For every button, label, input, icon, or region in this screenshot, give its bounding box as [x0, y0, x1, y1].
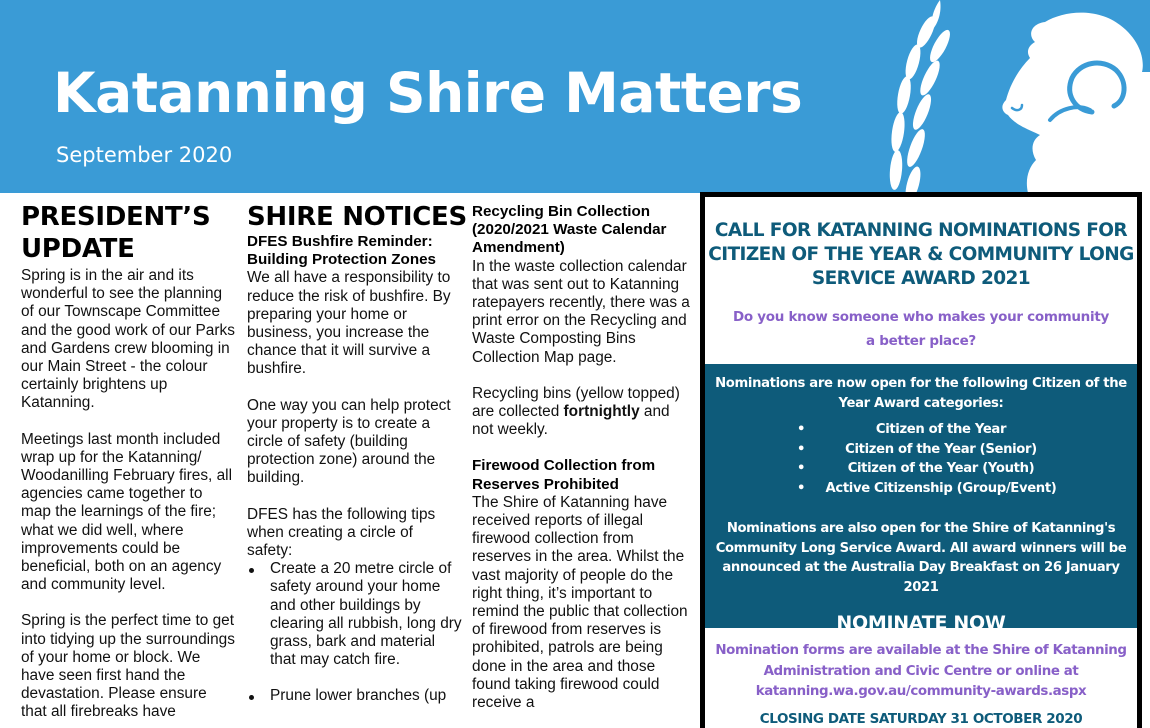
- paragraph: Meetings last month included wrap up for the Katanning/ Woodanilling February fires, all agencies came together to map the learnings of the fire; what we did well, where improvements could be beneficial, both on an agency and community level.: [21, 430, 233, 594]
- shire-notices-title: SHIRE NOTICES: [247, 202, 467, 232]
- paragraph: We all have a responsibility to reduce the risk of bushfire. By preparing your home or business, you increase the chance that it will survive a bushfire.: [247, 269, 451, 378]
- recycling-frequency-paragraph: [472, 385, 694, 440]
- nomination-forms-info: Nomination forms are available at the Shire of Katanning Administration and Civic Centre or online at katanning.wa.gov.au/community-awards.aspx: [715, 643, 1127, 699]
- ram-head-icon: [1002, 13, 1150, 193]
- closing-date: CLOSING DATE SATURDAY 31 OCTOBER 2020: [759, 710, 1083, 727]
- paragraph-gap: [472, 439, 694, 457]
- paragraph: DFES has the following tips when creating a circle of safety:: [247, 505, 436, 560]
- paragraph-gap: [247, 379, 462, 397]
- title-line-2: UPDATE: [21, 234, 135, 264]
- award-intro: Nominations are now open for the following Citizen of the Year Award categories:: [715, 376, 1127, 411]
- award-category-label: Active Citizenship (Group/Event): [825, 480, 1057, 496]
- award-category-label: Citizen of the Year: [875, 422, 1007, 437]
- paragraph: The Shire of Katanning have received reports of illegal firewood collection from reserves in the area. Whilst the vast majority of people do the right thing, it’s important to remind the public that collection of firewood from reserves is prohibited, patrols are being done in the area and those found taking firewood could receive a: [472, 493, 688, 712]
- recycling-firewood-section: [472, 203, 694, 712]
- presidents-update-title: [21, 201, 236, 265]
- paragraph-gap: [21, 594, 236, 612]
- paragraph-gap: [472, 367, 694, 385]
- firewood-heading: Firewood Collection from Reserves Prohibited: [472, 457, 656, 493]
- citizen-award-panel: [700, 192, 1142, 728]
- paragraph: One way you can help protect your property is to create a circle of safety (building protection zone) around the building.: [247, 396, 451, 487]
- paragraph: Spring is in the air and its wonderful to see the planning of our Townscape Committee and the good work of our Parks and Gardens crew blooming in our Main Street - the colour certainly brightens up Katanning.: [21, 267, 235, 412]
- paragraph: In the waste collection calendar that was sent out to Katanning ratepayers recently, there was a print error on the Recycling and Waste Composting Bins Collection Map page.: [472, 257, 690, 366]
- award-category-label: Citizen of the Year (Youth): [847, 461, 1035, 477]
- masthead: [0, 0, 1150, 193]
- award-heading: CALL FOR KATANNING NOMINATIONS FOR CITIZEN OF THE YEAR & COMMUNITY LONG SERVICE AWARD 2021: [708, 220, 1134, 289]
- shire-notices-section: [247, 200, 467, 706]
- nominate-now-callout: NOMINATE NOW: [836, 612, 1006, 635]
- award-panel-footer: [705, 628, 1137, 728]
- award-category: [705, 420, 1137, 440]
- long-service-award-text: Nominations are also open for the Shire of Katanning's Community Long Service Award. All award winners will be announced at the Australia Day Breakfast on 26 January 2021: [715, 521, 1127, 595]
- safety-tips-list: [247, 560, 462, 705]
- bullet-icon: •: [797, 422, 806, 437]
- safety-tip: Prune lower branches (up: [247, 687, 462, 705]
- award-panel-header: [705, 197, 1137, 364]
- presidents-update-section: [21, 200, 236, 722]
- issue-date: September 2020: [56, 143, 233, 167]
- paragraph-gap: [247, 488, 462, 506]
- recycling-heading: Recycling Bin Collection (2020/2021 Waste Calendar Amendment): [472, 203, 667, 257]
- wheat-spike-icon: [888, 0, 953, 193]
- bullet-icon: •: [797, 441, 806, 457]
- title-line-1: PRESIDENT’S: [21, 202, 211, 232]
- award-question: Do you know someone who makes your community a better place?: [733, 309, 1109, 349]
- newsletter-title: Katanning Shire Matters: [53, 61, 803, 125]
- wheat-and-ram-logo-icon: [840, 0, 1150, 193]
- safety-tip: Create a 20 metre circle of safety around your home and other buildings by clearing all rubbish, long dry grass, bark and material that may catch fire.: [247, 560, 462, 669]
- award-panel-body: [705, 364, 1137, 635]
- paragraph-gap: [21, 413, 236, 431]
- award-categories-list: [705, 420, 1137, 498]
- text-run: Recycling bins (yellow topped) are collected: [472, 384, 680, 421]
- award-category: [705, 459, 1137, 479]
- bushfire-heading: DFES Bushfire Reminder: Building Protection Zones: [247, 233, 436, 269]
- text-run: and not weekly.: [472, 403, 670, 439]
- award-category: [705, 479, 1137, 499]
- award-category-label: Citizen of the Year (Senior): [845, 441, 1037, 457]
- bullet-icon: •: [797, 480, 806, 496]
- paragraph: Spring is the perfect time to get into tidying up the surroundings of your home or block. We have seen first hand the devastation. Please ensure that all firebreaks have: [21, 612, 235, 721]
- bullet-icon: •: [797, 461, 806, 477]
- award-category: [705, 440, 1137, 460]
- emphasis-fortnightly: fortnightly: [563, 403, 640, 421]
